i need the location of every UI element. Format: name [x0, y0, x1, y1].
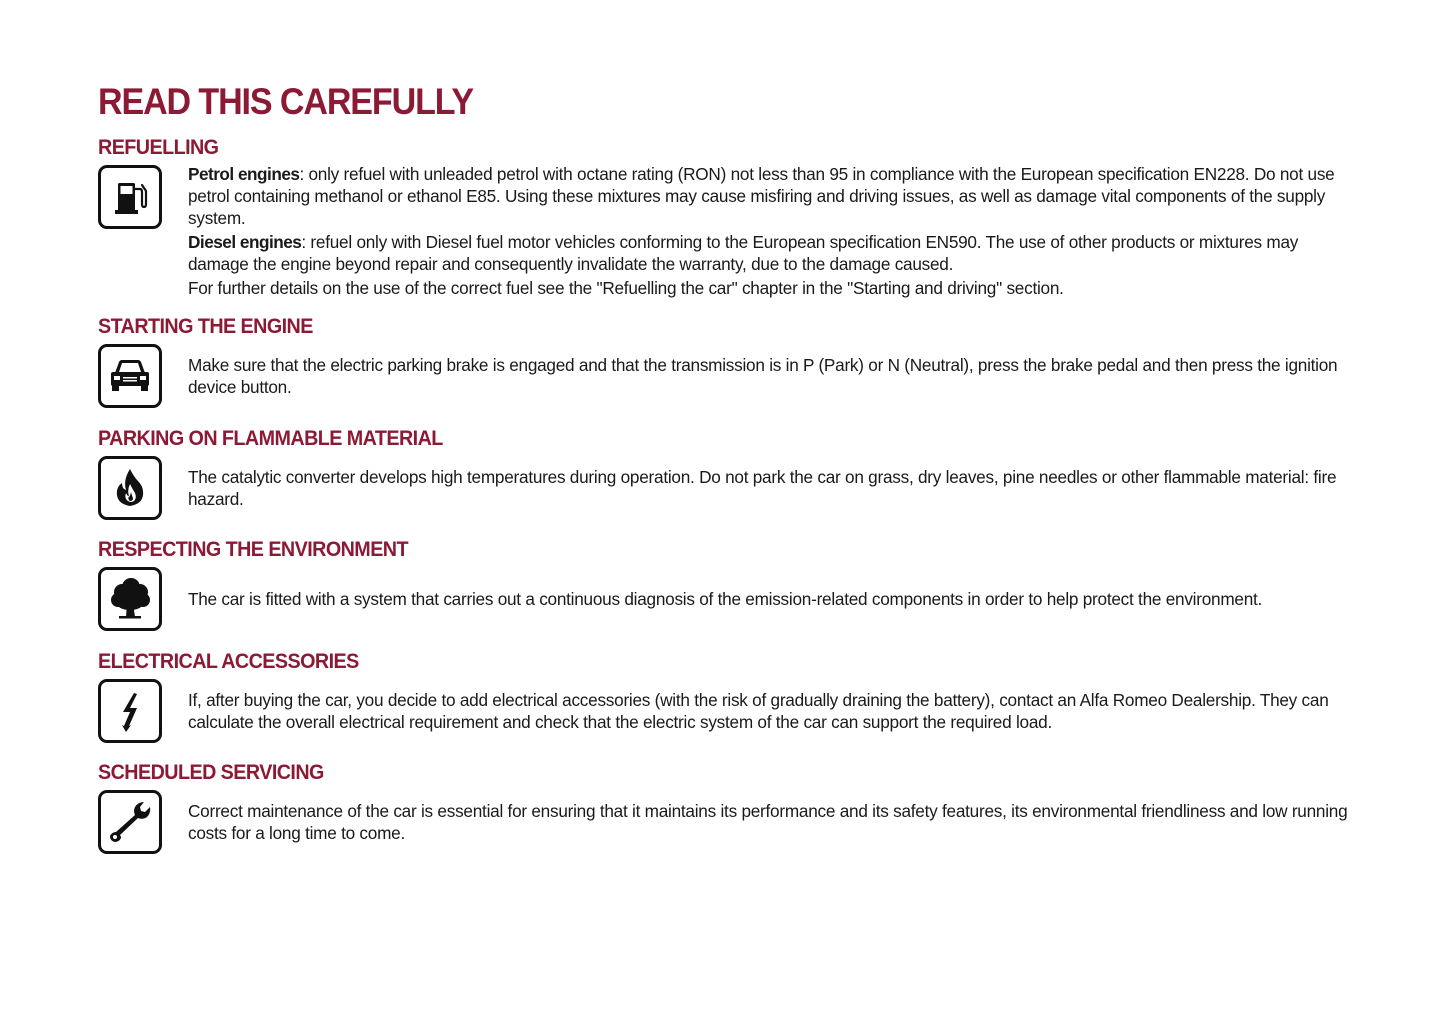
paragraph-text: The catalytic converter develops high temperatures during operation. Do not park the car on grass, dry leaves, pine needles or other flammable material: fire hazard. — [188, 467, 1337, 509]
section-text — [188, 588, 1360, 612]
paragraph — [188, 689, 1360, 733]
section-text — [188, 466, 1360, 512]
paragraph-text: For further details on the use of the correct fuel see the "Refuelling the car" chapter in the "Starting and driving" section. — [188, 278, 1064, 298]
section-parking-on-flammable-material — [98, 426, 1360, 509]
paragraph — [188, 231, 1360, 275]
flame-icon — [98, 456, 162, 520]
section-starting-the-engine — [98, 314, 1360, 397]
section-text — [188, 689, 1360, 735]
fuel-pump-icon — [98, 165, 162, 229]
paragraph — [188, 354, 1360, 398]
paragraph-text: Make sure that the electric parking brake is engaged and that the transmission is in P (Park) or N (Neutral), press the brake pedal and then press the ignition device button. — [188, 355, 1338, 397]
section-scheduled-servicing — [98, 760, 1360, 843]
paragraph — [188, 277, 1360, 299]
section-heading: ELECTRICAL ACCESSORIES — [98, 650, 359, 673]
section-text — [188, 800, 1360, 846]
page-title: READ THIS CAREFULLY — [98, 81, 473, 122]
paragraph-text: Correct maintenance of the car is essential for ensuring that it maintains its performance and its safety features, its environmental friendliness and low running costs for a long time to come. — [188, 801, 1348, 843]
section-heading: PARKING ON FLAMMABLE MATERIAL — [98, 427, 443, 450]
section-heading: RESPECTING THE ENVIRONMENT — [98, 538, 408, 561]
paragraph-bold: Diesel engines — [188, 232, 302, 252]
paragraph-text: The car is fitted with a system that carries out a continuous diagnosis of the emission-related components in order to help protect the environment. — [188, 589, 1263, 609]
car-front-icon — [98, 344, 162, 408]
section-heading: SCHEDULED SERVICING — [98, 761, 324, 784]
paragraph — [188, 466, 1360, 510]
section-electrical-accessories — [98, 649, 1360, 732]
paragraph-bold: Petrol engines — [188, 164, 300, 184]
tree-icon — [98, 567, 162, 631]
paragraph-text: If, after buying the car, you decide to add electrical accessories (with the risk of gradually draining the battery), contact an Alfa Romeo Dealership. They can calculate the overall electrical requirement and check that the electric system of the car can support the required load. — [188, 690, 1329, 732]
paragraph — [188, 800, 1360, 844]
page — [98, 78, 1360, 126]
section-heading: STARTING THE ENGINE — [98, 315, 313, 338]
paragraph-text: : only refuel with unleaded petrol with octane rating (RON) not less than 95 in compliance with the European specification EN228. Do not use petrol containing methanol or ethanol E85. Using these mixtures may cause misfiring and driving issues, as well as damage vital components of the supply system. — [188, 164, 1335, 228]
lightning-bolt-icon — [98, 679, 162, 743]
paragraph — [188, 588, 1360, 610]
paragraph — [188, 163, 1360, 229]
paragraph-text: : refuel only with Diesel fuel motor vehicles conforming to the European specification EN590. The use of other products or mixtures may damage the engine beyond repair and consequently invalidate the warranty, due to the damage caused. — [188, 232, 1299, 274]
section-heading: REFUELLING — [98, 136, 219, 159]
wrench-icon — [98, 790, 162, 854]
section-refuelling — [98, 135, 1360, 298]
section-respecting-the-environment — [98, 537, 1360, 609]
section-text — [188, 354, 1360, 400]
section-text — [188, 163, 1360, 301]
